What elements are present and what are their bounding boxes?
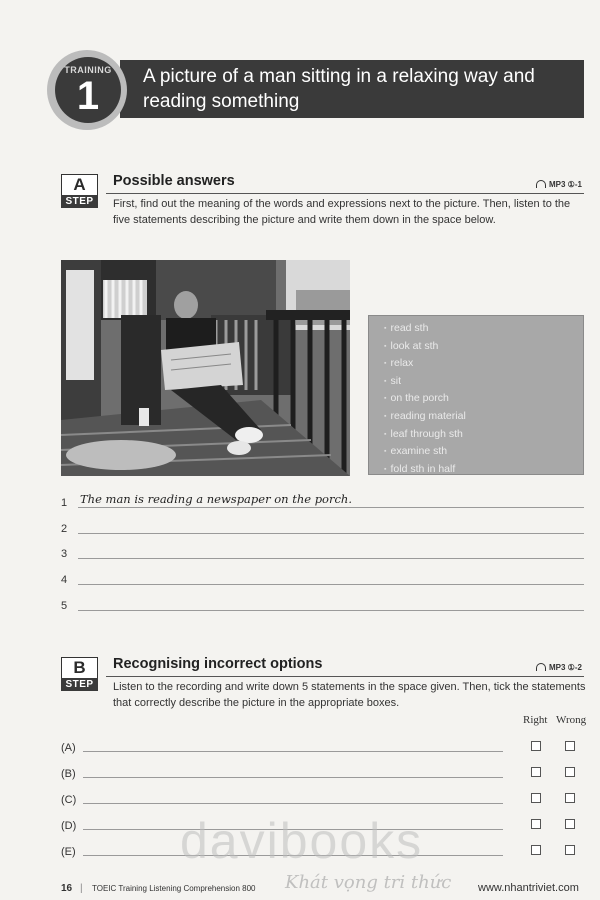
- vocab-item: ▪ on the porch: [384, 390, 583, 408]
- answer-line: [78, 610, 584, 611]
- vocab-item: ▪ look at sth: [384, 338, 583, 356]
- man-reading-newspaper-image: [61, 260, 350, 476]
- wrong-checkbox[interactable]: [565, 741, 575, 751]
- answer-line-number: 3: [61, 548, 68, 560]
- wrong-checkbox[interactable]: [565, 845, 575, 855]
- option-label: (E): [61, 846, 76, 858]
- watermark-slogan: Khát vọng tri thức: [285, 872, 452, 893]
- right-column-header: Right: [523, 714, 548, 726]
- wrong-column-header: Wrong: [556, 714, 587, 726]
- answer-line-text[interactable]: The man is reading a newspaper on the porch.: [80, 492, 352, 506]
- headphones-icon: [536, 663, 546, 671]
- wrong-checkbox[interactable]: [565, 819, 575, 829]
- answer-line: [78, 584, 584, 585]
- right-checkbox[interactable]: [531, 741, 541, 751]
- vocab-item: ▪ sit: [384, 373, 583, 391]
- option-label: (B): [61, 768, 76, 780]
- right-checkbox[interactable]: [531, 767, 541, 777]
- porch-photo: [61, 260, 350, 476]
- answer-line-number: 2: [61, 523, 68, 535]
- answer-line-number: 5: [61, 600, 68, 612]
- headphones-icon: [536, 180, 546, 188]
- option-label: (A): [61, 742, 76, 754]
- option-line[interactable]: [83, 777, 503, 778]
- answer-line: [78, 533, 584, 534]
- wrong-checkbox[interactable]: [565, 767, 575, 777]
- right-checkbox[interactable]: [531, 819, 541, 829]
- wrong-checkbox[interactable]: [565, 793, 575, 803]
- section-b-mp3: [536, 663, 582, 672]
- vocab-item: ▪ leaf through sth: [384, 426, 583, 444]
- section-b-instruction: Listen to the recording and write down 5 statements in the space given. Then, tick the statements that correctly describe the picture in the appropriate boxes.: [113, 681, 586, 709]
- section-a-rule: [106, 193, 584, 194]
- book-title: TOEIC Training Listening Comprehension 800: [92, 884, 256, 893]
- vocabulary-list: [369, 316, 583, 478]
- section-a-title: Possible answers: [113, 173, 235, 189]
- page-number: 16: [61, 883, 73, 894]
- step-b-letter: B: [61, 657, 98, 679]
- vocab-item: ▪ fold sth in half: [384, 461, 583, 479]
- vocabulary-box: [368, 315, 584, 475]
- answer-line-number: 4: [61, 574, 68, 586]
- option-line[interactable]: [83, 803, 503, 804]
- section-a-mp3-label: MP3 ①-1: [549, 180, 582, 189]
- section-b-rule: [106, 676, 584, 677]
- vocab-item: ▪ reading material: [384, 408, 583, 426]
- option-label: (D): [61, 820, 77, 832]
- section-b-title: Recognising incorrect options: [113, 656, 323, 672]
- vocab-item: ▪ examine sth: [384, 443, 583, 461]
- section-a-mp3: [536, 180, 582, 189]
- page-title: A picture of a man sitting in a relaxing way and reading something: [143, 66, 535, 112]
- step-a-label: STEP: [61, 195, 98, 208]
- training-badge-label: TRAINING: [64, 65, 112, 75]
- vocab-item: ▪ relax: [384, 355, 583, 373]
- section-b-mp3-label: MP3 ①-2: [549, 663, 582, 672]
- step-a-letter: A: [61, 174, 98, 196]
- training-badge-number: 1: [76, 74, 100, 118]
- section-a-instruction: First, find out the meaning of the words and expressions next to the picture. Then, listen to the five statements describing the picture and write them down in the space below.: [113, 198, 571, 226]
- answer-line: [78, 558, 584, 559]
- option-line[interactable]: [83, 751, 503, 752]
- footer-divider: |: [80, 883, 83, 894]
- right-checkbox[interactable]: [531, 793, 541, 803]
- right-checkbox[interactable]: [531, 845, 541, 855]
- vocab-item: ▪ read sth: [384, 320, 583, 338]
- publisher-url[interactable]: www.nhantriviet.com: [478, 882, 579, 894]
- step-b-label: STEP: [61, 678, 98, 691]
- answer-line: [78, 507, 584, 508]
- answer-line-number: 1: [61, 497, 68, 509]
- option-label: (C): [61, 794, 77, 806]
- watermark-brand: davibooks: [180, 813, 424, 869]
